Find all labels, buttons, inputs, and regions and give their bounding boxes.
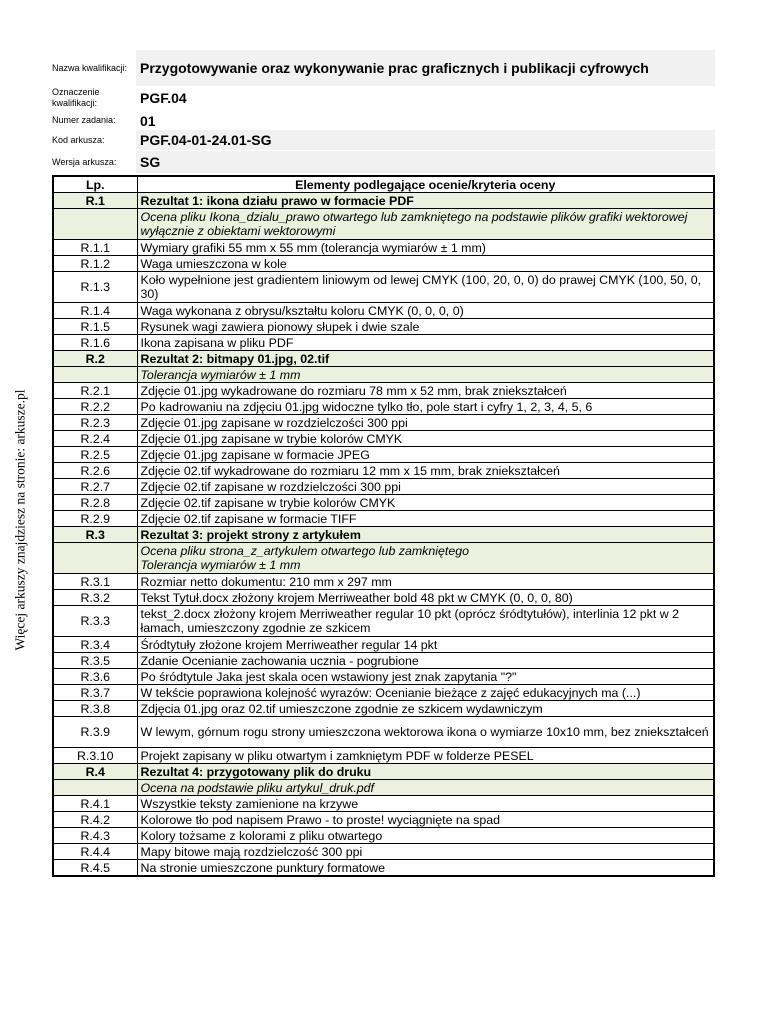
row-lp: R.3.6: [53, 669, 137, 685]
row-criterion-text: Mapy bitowe mają rozdzielczość 300 ppi: [137, 844, 714, 860]
row-lp: R.1.5: [53, 319, 137, 335]
criteria-row: [53, 653, 714, 669]
row-criterion-text: Koło wypełnione jest gradientem liniowym od lewej CMYK (100, 20, 0, 0) do prawej CMYK (100, 50, 0, 30): [137, 272, 714, 303]
row-criterion-text: Rezultat 1: ikona działu prawo w formacie PDF: [137, 193, 714, 209]
row-lp: R.2.4: [53, 431, 137, 447]
result-header-row: [53, 764, 714, 780]
row-lp: R.3.4: [53, 637, 137, 653]
criteria-row: [53, 685, 714, 701]
column-header-criteria: Elementy podlegające ocenie/kryteria oceny: [137, 176, 714, 193]
task-number-row: [52, 111, 715, 130]
criteria-row: [53, 240, 714, 256]
criteria-row: [53, 495, 714, 511]
row-criterion-text: W lewym, górnum rogu strony umieszczona wektorowa ikona o wymiarze 10x10 mm, bez zniekształceń: [137, 717, 714, 748]
sheet-code-row: [52, 130, 715, 150]
row-lp: R.1.3: [53, 272, 137, 303]
row-criterion-text: Zdjęcie 02.tif zapisane w formacie TIFF: [137, 511, 714, 527]
criteria-row: [53, 335, 714, 351]
row-lp: [53, 367, 137, 383]
result-header-row: [53, 351, 714, 367]
criteria-row: [53, 669, 714, 685]
criteria-table-header: [53, 176, 714, 193]
row-lp: R.1: [53, 193, 137, 209]
row-criterion-text: Zdanie Ocenianie zachowania ucznia - pogrubione: [137, 653, 714, 669]
criteria-row: [53, 844, 714, 860]
row-criterion-text: Waga wykonana z obrysu/kształtu koloru CMYK (0, 0, 0, 0): [137, 303, 714, 319]
row-lp: [53, 780, 137, 796]
qualification-name-row: [52, 50, 715, 86]
criteria-row: [53, 319, 714, 335]
row-lp: R.3.10: [53, 748, 137, 764]
row-lp: R.4.5: [53, 860, 137, 877]
criteria-row: [53, 812, 714, 828]
row-lp: R.3.1: [53, 574, 137, 590]
row-lp: R.4.2: [53, 812, 137, 828]
criteria-row: [53, 303, 714, 319]
criteria-row: [53, 415, 714, 431]
task-number-label: Numer zadania:: [52, 115, 116, 125]
row-criterion-text: Ocena pliku strona_z_artykulem otwartego lub zamkniętego Tolerancja wymiarów ± 1 mm: [137, 543, 714, 574]
criteria-row: [53, 479, 714, 495]
criteria-row: [53, 463, 714, 479]
criteria-row: [53, 511, 714, 527]
row-lp: R.3.3: [53, 606, 137, 637]
row-criterion-text: Rezultat 2: bitmapy 01.jpg, 02.tif: [137, 351, 714, 367]
row-criterion-text: Rozmiar netto dokumentu: 210 mm x 297 mm: [137, 574, 714, 590]
result-note-row: [53, 209, 714, 240]
row-lp: [53, 209, 137, 240]
row-criterion-text: Waga umieszczona w kole: [137, 256, 714, 272]
criteria-row: [53, 701, 714, 717]
row-lp: R.2.6: [53, 463, 137, 479]
criteria-row: [53, 574, 714, 590]
row-criterion-text: Po śródtytule Jaka jest skala ocen wstawiony jest znak zapytania "?": [137, 669, 714, 685]
row-criterion-text: Zdjęcie 01.jpg zapisane w formacie JPEG: [137, 447, 714, 463]
criteria-row: [53, 637, 714, 653]
row-criterion-text: Wszystkie teksty zamienione na krzywe: [137, 796, 714, 812]
row-lp: R.3.7: [53, 685, 137, 701]
qualification-name: Przygotowywanie oraz wykonywanie prac graficznych i publikacji cyfrowych: [136, 50, 715, 86]
row-lp: R.2.2: [53, 399, 137, 415]
row-lp: R.2.7: [53, 479, 137, 495]
row-criterion-text: Tekst Tytuł.docx złożony krojem Merriweather bold 48 pkt w CMYK (0, 0, 0, 80): [137, 590, 714, 606]
result-header-row: [53, 527, 714, 543]
row-criterion-text: Ocena pliku Ikona_dzialu_prawo otwartego lub zamkniętego na podstawie plików grafiki wektorowej wyłącznie z obiektami wektorowymi: [137, 209, 714, 240]
row-criterion-text: Zdjęcie 02.tif wykadrowane do rozmiaru 12 mm x 15 mm, brak zniekształceń: [137, 463, 714, 479]
row-lp: R.2.9: [53, 511, 137, 527]
task-number: 01: [140, 112, 156, 129]
criteria-table: [52, 175, 715, 877]
row-criterion-text: Śródtytuły złożone krojem Merriweather regular 14 pkt: [137, 637, 714, 653]
row-lp: R.1.1: [53, 240, 137, 256]
row-criterion-text: Tolerancja wymiarów ± 1 mm: [137, 367, 714, 383]
qualification-name-label: Nazwa kwalifikacji:: [52, 62, 128, 73]
row-criterion-text: Rezultat 4: przygotowany plik do druku: [137, 764, 714, 780]
side-watermark-text: Więcej arkuszy znajdziesz na stronie: arkusze.pl: [13, 389, 28, 651]
row-lp: R.3: [53, 527, 137, 543]
sheet-version-row: [52, 151, 715, 173]
row-criterion-text: Zdjęcie 02.tif zapisane w rozdzielczości 300 ppi: [137, 479, 714, 495]
column-header-lp: Lp.: [53, 176, 137, 193]
criteria-row: [53, 828, 714, 844]
result-note-row: [53, 780, 714, 796]
row-lp: R.4.1: [53, 796, 137, 812]
row-criterion-text: Rezultat 3: projekt strony z artykułem: [137, 527, 714, 543]
row-criterion-text: Ikona zapisana w pliku PDF: [137, 335, 714, 351]
row-criterion-text: tekst_2.docx złożony krojem Merriweather regular 10 pkt (oprócz śródtytułów), interlinia 12 pkt w 2 łamach, umieszczony zgodnie ze szkicem: [137, 606, 714, 637]
row-criterion-text: Rysunek wagi zawiera pionowy słupek i dwie szale: [137, 319, 714, 335]
row-criterion-text: Na stronie umieszczone punktury formatowe: [137, 860, 714, 877]
result-header-row: [53, 193, 714, 209]
row-criterion-text: Kolory tożsame z kolorami z pliku otwartego: [137, 828, 714, 844]
qualification-code-row: [52, 86, 715, 110]
row-lp: R.1.6: [53, 335, 137, 351]
row-lp: [53, 543, 137, 574]
criteria-row: [53, 590, 714, 606]
criteria-row: [53, 272, 714, 303]
criteria-row: [53, 717, 714, 748]
row-lp: R.2.5: [53, 447, 137, 463]
criteria-table-body: [53, 193, 714, 877]
row-lp: R.3.9: [53, 717, 137, 748]
criteria-row: [53, 748, 714, 764]
row-criterion-text: Ocena na podstawie pliku artykul_druk.pdf: [137, 780, 714, 796]
sheet-version: SG: [136, 151, 715, 173]
row-criterion-text: Po kadrowaniu na zdjęciu 01.jpg widoczne tylko tło, pole start i cyfry 1, 2, 3, 4, 5, 6: [137, 399, 714, 415]
result-note-row: [53, 543, 714, 574]
criteria-row: [53, 431, 714, 447]
criteria-row: [53, 383, 714, 399]
row-criterion-text: W tekście poprawiona kolejność wyrazów: Ocenianie bieżące z zajęć edukacyjnych ma (...): [137, 685, 714, 701]
row-criterion-text: Zdjęcie 01.jpg wykadrowane do rozmiaru 78 mm x 52 mm, brak zniekształceń: [137, 383, 714, 399]
sheet-version-label: Wersja arkusza:: [52, 156, 117, 167]
sheet-code-label: Kod arkusza:: [52, 134, 105, 145]
criteria-row: [53, 860, 714, 877]
qualification-code: PGF.04: [140, 90, 187, 106]
row-lp: R.4.4: [53, 844, 137, 860]
row-lp: R.4: [53, 764, 137, 780]
row-criterion-text: Zdjęcie 02.tif zapisane w trybie kolorów CMYK: [137, 495, 714, 511]
row-lp: R.3.5: [53, 653, 137, 669]
row-criterion-text: Wymiary grafiki 55 mm x 55 mm (tolerancja wymiarów ± 1 mm): [137, 240, 714, 256]
row-lp: R.1.2: [53, 256, 137, 272]
row-lp: R.1.4: [53, 303, 137, 319]
criteria-row: [53, 399, 714, 415]
row-lp: R.3.2: [53, 590, 137, 606]
criteria-row: [53, 256, 714, 272]
row-lp: R.2.3: [53, 415, 137, 431]
sheet-code: PGF.04-01-24.01-SG: [136, 130, 715, 150]
row-lp: R.4.3: [53, 828, 137, 844]
row-lp: R.2.8: [53, 495, 137, 511]
criteria-row: [53, 447, 714, 463]
row-lp: R.2: [53, 351, 137, 367]
row-criterion-text: Zdjęcia 01.jpg oraz 02.tif umieszczone zgodnie ze szkicem wydawniczym: [137, 701, 714, 717]
row-criterion-text: Zdjęcie 01.jpg zapisane w trybie kolorów CMYK: [137, 431, 714, 447]
qualification-code-label: Oznaczenie kwalifikacji:: [52, 87, 100, 108]
row-criterion-text: Projekt zapisany w pliku otwartym i zamkniętym PDF w folderze PESEL: [137, 748, 714, 764]
row-lp: R.3.8: [53, 701, 137, 717]
row-lp: R.2.1: [53, 383, 137, 399]
row-criterion-text: Zdjęcie 01.jpg zapisane w rozdzielczości 300 ppi: [137, 415, 714, 431]
side-watermark: [10, 380, 32, 660]
row-criterion-text: Kolorowe tło pod napisem Prawo - to proste! wyciągnięte na spad: [137, 812, 714, 828]
criteria-row: [53, 606, 714, 637]
result-note-row: [53, 367, 714, 383]
criteria-row: [53, 796, 714, 812]
